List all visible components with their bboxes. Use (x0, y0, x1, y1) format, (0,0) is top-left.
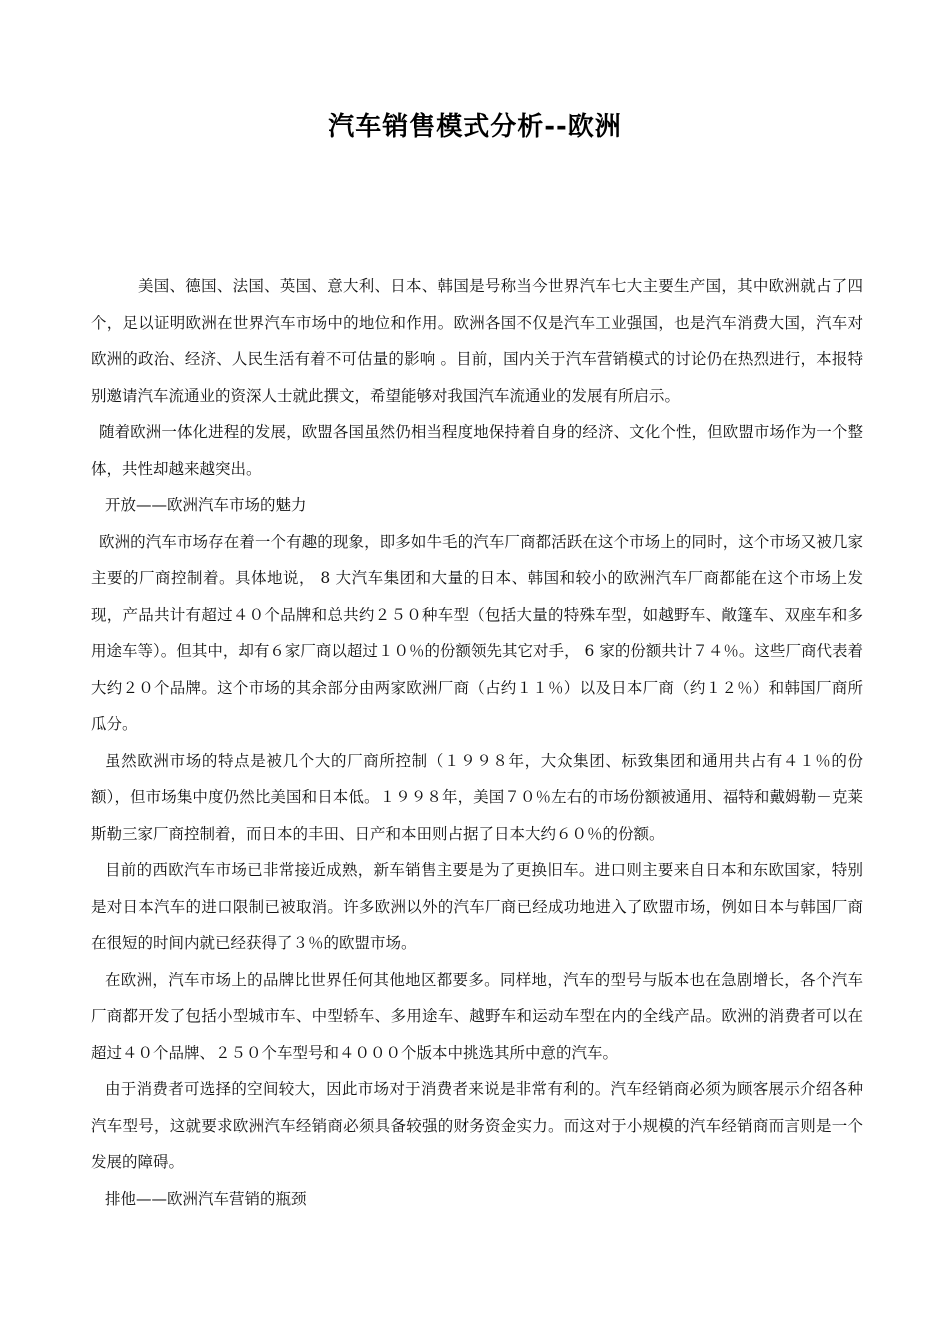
document-title: 汽车销售模式分析--欧洲 (328, 112, 622, 142)
paragraph-market: 欧洲的汽车市场存在着一个有趣的现象，即多如牛毛的汽车厂商都活跃在这个市场上的同时，这个市场又被几家主要的厂商控制着。具体地说， 8 大汽车集团和大量的日本、韩国和较小的欧洲汽车厂商都能在这个市场上发现，产品共计有超过４０个品牌和总共约２５０种车型（包括大量的特殊车型，如越野车、敞篷车、双座车和多用途车等）。但其中，却有６家厂商以超过１０％的份额领先其它对手， 6 家的份额共计７４％。这些厂商代表着大约２０个品牌。这个市场的其余部分由两家欧洲厂商（占约１１％）以及日本厂商（约１２％）和韩国厂商所瓜分。 (91, 532, 863, 733)
paragraph-brands: 在欧洲，汽车市场上的品牌比世界任何其他地区都要多。同样地，汽车的型号与版本也在急剧增长，各个汽车厂商都开发了包括小型城市车、中型轿车、多用途车、越野车和运动车型在内的全线产品。欧洲的消费者可以在超过４０个品牌、２５０个车型号和４０００个版本中挑选其所中意的汽车。 (91, 970, 863, 1062)
paragraph-integration: 随着欧洲一体化进程的发展，欧盟各国虽然仍相当程度地保持着自身的经济、文化个性，但欧盟市场作为一个整体，共性却越来越突出。 (91, 423, 863, 478)
section-heading-exclusivity: 排他——欧洲汽车营销的瓶颈 (105, 1189, 307, 1208)
paragraph-mature-market: 目前的西欧汽车市场已非常接近成熟，新车销售主要是为了更换旧车。进口则主要来自日本和东欧国家，特别是对日本汽车的进口限制已被取消。许多欧洲以外的汽车厂商已经成功地进入了欧盟市场，例如日本与韩国厂商在很短的时间内就已经获得了３％的欧盟市场。 (91, 861, 863, 952)
paragraph-intro: 美国、德国、法国、英国、意大利、日本、韩国是号称当今世界汽车七大主要生产国，其中欧洲就占了四个，足以证明欧洲在世界汽车市场中的地位和作用。欧洲各国不仅是汽车工业强国，也是汽车消费大国，汽车对欧洲的政治、经济、人民生活有着不可估量的影响 。目前，国内关于汽车营销模式的讨论仍在热烈进行，本报特别邀请汽车流通业的资深人士就此撰文，希望能够对我国汽车流通业的发展有所启示。 (91, 277, 863, 405)
document-body (91, 268, 863, 1217)
paragraph-consumers: 由于消费者可选择的空间较大，因此市场对于消费者来说是非常有利的。汽车经销商必须为顾客展示介绍各种汽车型号，这就要求欧洲汽车经销商必须具备较强的财务资金实力。而这对于小规模的汽车经销商而言则是一个发展的障碍。 (91, 1080, 863, 1171)
paragraph-concentration: 虽然欧洲市场的特点是被几个大的厂商所控制（１９９８年，大众集团、标致集团和通用共占有４１％的份额），但市场集中度仍然比美国和日本低。１９９８年，美国７０％左右的市场份额被通用、福特和戴姆勒－克莱斯勒三家厂商控制着，而日本的丰田、日产和本田则占据了日本大约６０％的份额。 (91, 751, 863, 843)
section-heading-openness: 开放——欧洲汽车市场的魅力 (105, 496, 307, 514)
